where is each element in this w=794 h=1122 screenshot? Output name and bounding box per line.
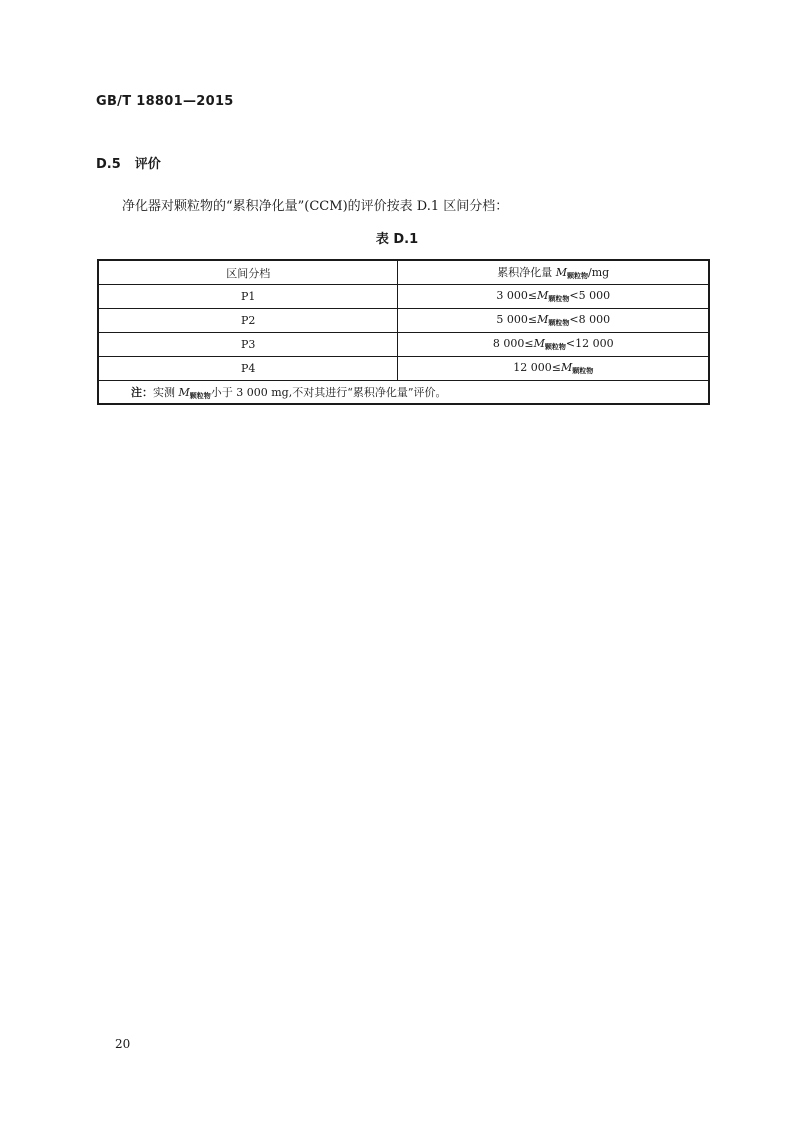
header-ccm-unit: /mg bbox=[588, 266, 610, 279]
table-row bbox=[98, 285, 709, 309]
range-sub: 颗粒物 bbox=[544, 342, 566, 351]
range-upper: <12 000 bbox=[565, 337, 614, 350]
standard-code-header: GB/T 18801—2015 bbox=[96, 94, 234, 109]
table-note-row bbox=[98, 381, 709, 405]
grade-cell: P1 bbox=[98, 285, 398, 309]
table-note bbox=[98, 381, 709, 405]
section-title: 评价 bbox=[134, 157, 161, 172]
header-ccm bbox=[398, 260, 709, 285]
table-header-row bbox=[98, 260, 709, 285]
range-sub: 颗粒物 bbox=[572, 366, 594, 375]
range-var: M bbox=[560, 361, 573, 374]
header-ccm-label: 累积净化量 bbox=[497, 266, 556, 279]
range-var: M bbox=[533, 337, 545, 350]
grade-cell: P2 bbox=[98, 309, 398, 333]
note-sub: 颗粒物 bbox=[189, 390, 211, 400]
range-upper: <8 000 bbox=[569, 313, 611, 326]
body-paragraph: 净化器对颗粒物的“累积净化量”(CCM)的评价按表 D.1 区间分档： bbox=[122, 199, 509, 214]
range-cell bbox=[398, 285, 709, 309]
note-label: 注： bbox=[131, 385, 153, 399]
range-var: M bbox=[537, 289, 549, 302]
note-post: 小于 3 000 mg,不对其进行“累积净化量”评价。 bbox=[210, 385, 447, 399]
table-row bbox=[98, 309, 709, 333]
range-lower: 12 000≤ bbox=[513, 361, 561, 374]
section-number: D.5 bbox=[96, 157, 121, 172]
grade-cell: P3 bbox=[98, 333, 398, 357]
table-row bbox=[98, 333, 709, 357]
range-sub: 颗粒物 bbox=[548, 294, 570, 303]
range-lower: 5 000≤ bbox=[496, 313, 538, 326]
range-upper: <5 000 bbox=[569, 289, 611, 302]
ccm-grade-table bbox=[97, 259, 710, 405]
range-cell bbox=[398, 309, 709, 333]
range-cell bbox=[398, 357, 709, 381]
grade-cell: P4 bbox=[98, 357, 398, 381]
header-grade: 区间分档 bbox=[98, 260, 398, 285]
range-sub: 颗粒物 bbox=[548, 318, 570, 327]
section-heading bbox=[96, 153, 161, 172]
header-ccm-var: M bbox=[555, 266, 568, 279]
table-title: 表 D.1 bbox=[375, 232, 419, 247]
table-row bbox=[98, 357, 709, 381]
range-lower: 8 000≤ bbox=[492, 337, 534, 350]
page-number: 20 bbox=[115, 1037, 131, 1051]
header-ccm-sub: 颗粒物 bbox=[567, 271, 589, 280]
range-lower: 3 000≤ bbox=[496, 289, 538, 302]
range-var: M bbox=[537, 313, 549, 326]
note-var: M bbox=[178, 385, 190, 399]
range-cell bbox=[398, 333, 709, 357]
note-pre: 实测 bbox=[153, 385, 179, 399]
